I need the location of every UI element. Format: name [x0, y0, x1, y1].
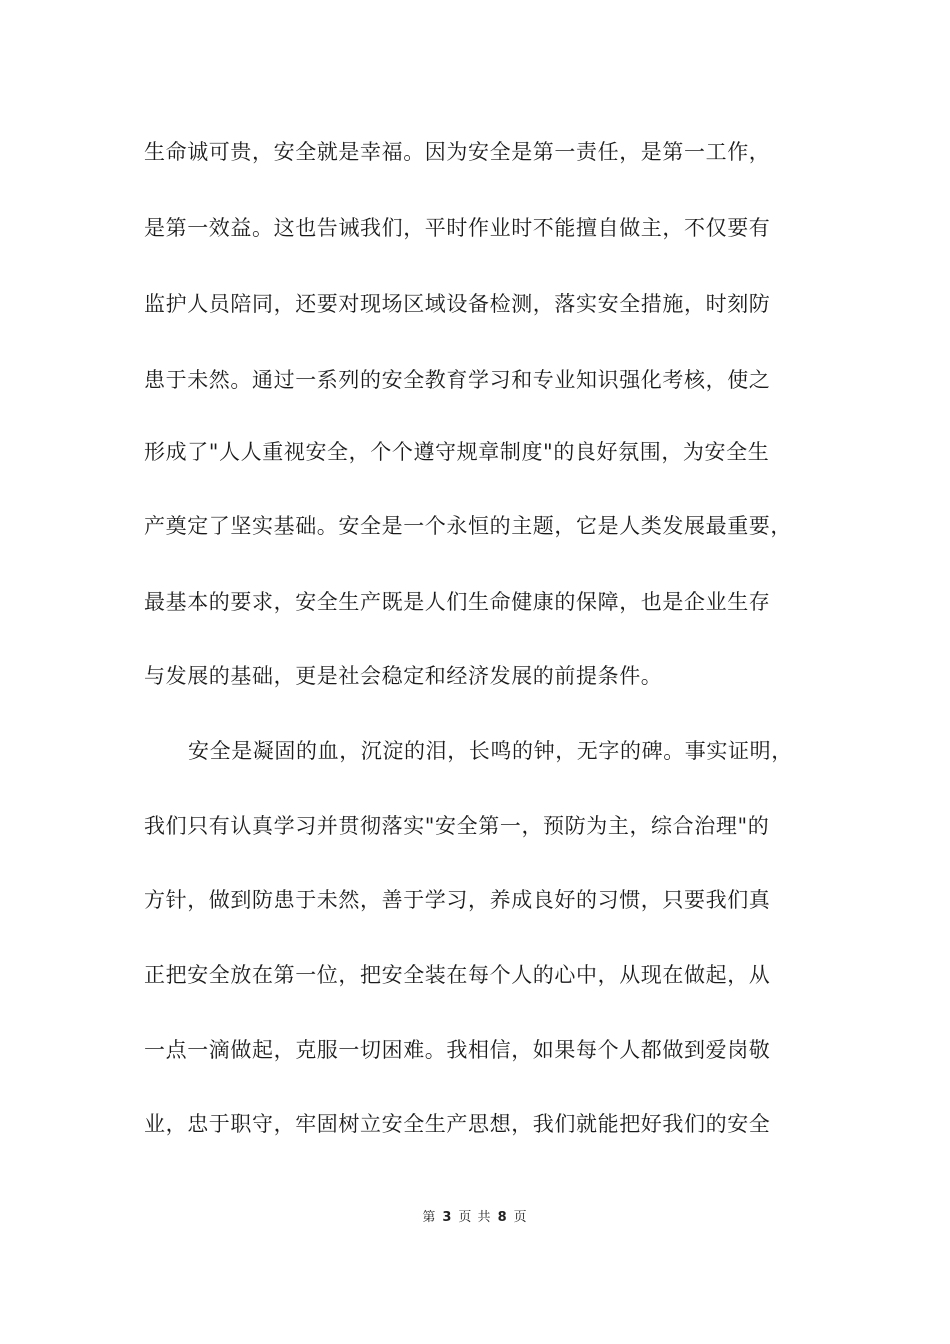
paragraph-line-13: 一点一滴做起，克服一切困难。我相信，如果每个人都做到爱岗敬	[144, 1038, 771, 1062]
paragraph-line-11: 方针，做到防患于未然，善于学习，养成良好的习惯，只要我们真	[144, 888, 771, 912]
paragraph-line-10: 我们只有认真学习并贯彻落实"安全第一，预防为主，综合治理"的	[144, 814, 770, 838]
paragraph-line-9: 安全是凝固的血，沉淀的泪，长鸣的钟，无字的碑。事实证明，	[188, 739, 793, 763]
paragraph-line-8: 与发展的基础，更是社会稳定和经济发展的前提条件。	[144, 664, 663, 688]
paragraph-line-12: 正把安全放在第一位，把安全装在每个人的心中，从现在做起，从	[144, 963, 771, 987]
footer-current-page: 3	[442, 1210, 453, 1225]
paragraph-line-14: 业，忠于职守，牢固树立安全生产思想，我们就能把好我们的安全	[144, 1112, 771, 1136]
paragraph-line-6: 产奠定了坚实基础。安全是一个永恒的主题，它是人类发展最重要，	[144, 514, 792, 538]
paragraph-line-3: 监护人员陪同，还要对现场区域设备检测，落实安全措施，时刻防	[144, 292, 771, 316]
footer-suffix: 页	[513, 1210, 528, 1225]
paragraph-line-4: 患于未然。通过一系列的安全教育学习和专业知识强化考核，使之	[144, 368, 771, 392]
footer-middle: 页 共	[458, 1210, 492, 1225]
footer-total-pages: 8	[497, 1210, 508, 1225]
footer-prefix: 第	[422, 1210, 437, 1225]
paragraph-line-7: 最基本的要求，安全生产既是人们生命健康的保障，也是企业生存	[144, 590, 771, 614]
paragraph-line-5: 形成了"人人重视安全，个个遵守规章制度"的良好氛围，为安全生	[144, 440, 770, 464]
page-footer	[0, 1208, 950, 1228]
paragraph-line-1: 生命诚可贵，安全就是幸福。因为安全是第一责任，是第一工作，	[144, 140, 771, 164]
paragraph-line-2: 是第一效益。这也告诫我们，平时作业时不能擅自做主，不仅要有	[144, 216, 771, 240]
